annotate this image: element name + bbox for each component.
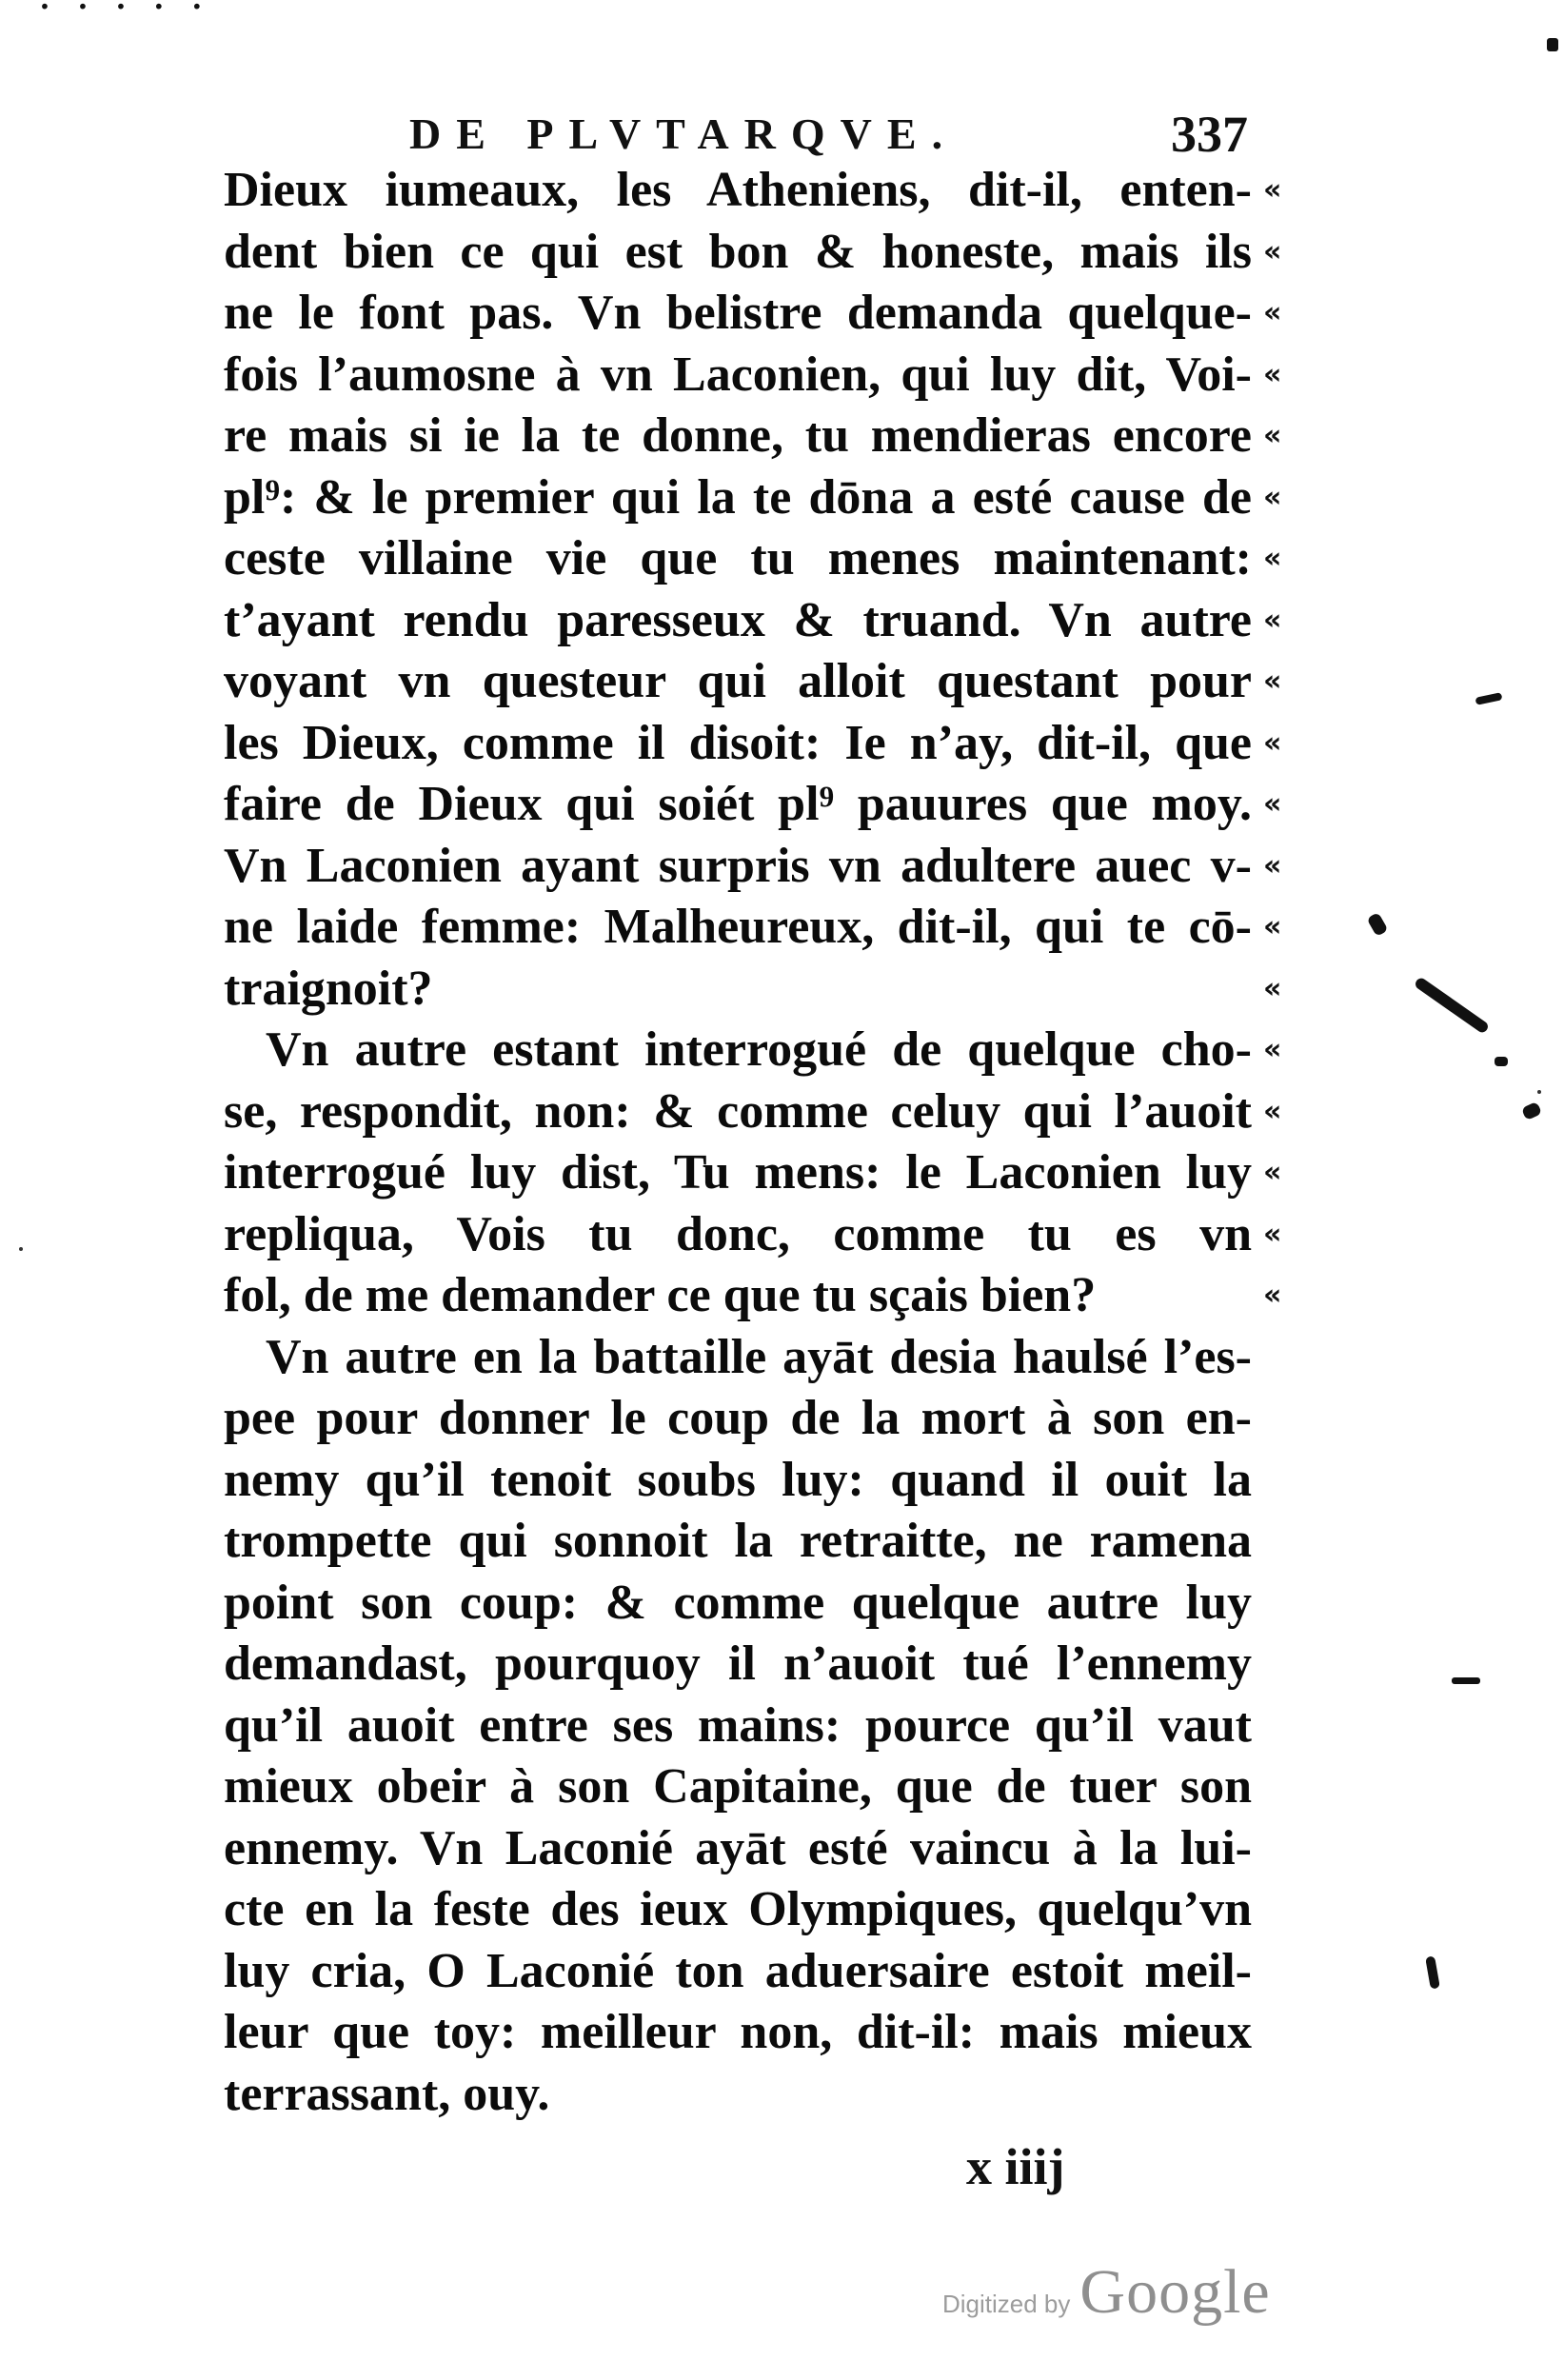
marginal-quote-mark: « xyxy=(1263,1156,1282,1189)
ink-mark xyxy=(1414,976,1491,1034)
marginal-quote-mark xyxy=(1263,1511,1301,1572)
text-line xyxy=(224,406,1282,467)
line-text: cte en la feste des ieux Olympiques, quelqu’vn xyxy=(224,1882,1252,1937)
google-logo: Google xyxy=(1079,2257,1271,2327)
text-line xyxy=(224,590,1282,652)
marginal-quote-mark: « xyxy=(1263,910,1282,943)
text-line xyxy=(224,2064,1271,2126)
marginal-quote-mark xyxy=(1263,1573,1301,1634)
ink-mark xyxy=(1366,912,1388,937)
text-line xyxy=(224,345,1282,407)
text-line xyxy=(224,528,1282,590)
line-text: repliqua, Vois tu donc, comme tu es vn xyxy=(224,1206,1252,1261)
line-text: Vn autre en la battaille ayāt desia haulsé l’es- xyxy=(266,1329,1252,1384)
ink-speck xyxy=(19,1247,23,1251)
running-head xyxy=(343,105,1276,162)
text-line xyxy=(224,1388,1271,1450)
line-text: trompette qui sonnoit la retraitte, ne ramena xyxy=(224,1514,1252,1569)
marginal-quote-mark: « xyxy=(1263,234,1282,268)
text-line xyxy=(224,1634,1271,1696)
line-text: terrassant, ouy. xyxy=(224,2066,550,2121)
line-text: point son coup: & comme quelque autre luy xyxy=(224,1575,1252,1630)
signature-mark: x iiij xyxy=(966,2138,1065,2195)
text-line xyxy=(224,1142,1282,1204)
marginal-quote-mark: « xyxy=(1263,1094,1282,1128)
marginal-quote-mark: « xyxy=(1263,1217,1282,1251)
text-line xyxy=(224,2002,1271,2064)
marginal-quote-mark: « xyxy=(1263,296,1282,329)
marginal-quote-mark: « xyxy=(1263,971,1282,1005)
marginal-quote-mark xyxy=(1263,1327,1301,1388)
page-number: 337 xyxy=(1171,106,1248,163)
text-line xyxy=(224,1020,1282,1081)
line-text: nemy qu’il tenoit soubs luy: quand il ouit la xyxy=(224,1452,1252,1507)
text-line xyxy=(224,283,1282,345)
running-title: DE PLVTARQVE. xyxy=(409,109,959,158)
marginal-quote-mark: « xyxy=(1263,1279,1282,1312)
line-text: mieux obeir à son Capitaine, que de tuer son xyxy=(224,1759,1252,1815)
marginal-quote-mark: « xyxy=(1263,787,1282,821)
line-text: Vn Laconien ayant surpris vn adultere auec v- xyxy=(224,838,1252,893)
text-line xyxy=(224,222,1282,284)
marginal-quote-mark xyxy=(1263,1756,1301,1817)
line-text: ceste villaine vie que tu menes maintenant: xyxy=(224,531,1252,586)
text-line xyxy=(224,1573,1271,1635)
line-text: qu’il auoit entre ses mains: pource qu’il vaut xyxy=(224,1697,1252,1753)
text-line xyxy=(224,1756,1271,1818)
line-text: Vn autre estant interrogué de quelque cho- xyxy=(266,1022,1252,1078)
ink-mark xyxy=(1521,1101,1542,1121)
text-line xyxy=(224,959,1282,1021)
marginal-quote-mark xyxy=(1263,1818,1301,1879)
text-line xyxy=(224,897,1282,959)
ink-mark xyxy=(1452,1677,1480,1684)
previous-page-fragment xyxy=(38,0,1085,13)
marginal-quote-mark xyxy=(1263,2064,1301,2125)
line-text: dent bien ce qui est bon & honeste, mais ils xyxy=(224,224,1252,279)
marginal-quote-mark: « xyxy=(1263,725,1282,760)
digitization-watermark xyxy=(942,2256,1271,2329)
line-text: pl⁹: & le premier qui la te dōna a esté cause de xyxy=(224,469,1252,525)
text-line xyxy=(224,1879,1271,1941)
ink-speck xyxy=(1537,1090,1541,1094)
watermark-prefix: Digitized by xyxy=(942,2290,1071,2318)
marginal-quote-mark xyxy=(1263,1634,1301,1695)
marginal-quote-mark: « xyxy=(1263,542,1282,575)
marginal-quote-mark: « xyxy=(1263,480,1282,514)
line-text: pee pour donner le coup de la mort à son en- xyxy=(224,1391,1252,1446)
line-text: re mais si ie la te donne, tu mendieras encore xyxy=(224,408,1252,464)
line-text: fois l’aumosne à vn Laconien, qui luy dit, Voi- xyxy=(224,347,1252,402)
marginal-quote-mark: « xyxy=(1263,357,1282,391)
line-text: faire de Dieux qui soiét pl⁹ pauures que moy. xyxy=(224,777,1252,832)
line-text: voyant vn questeur qui alloit questant pour xyxy=(224,654,1252,709)
body-text xyxy=(224,160,1282,2125)
marginal-quote-mark: « xyxy=(1263,173,1282,207)
line-text: fol, de me demander ce que tu sçais bien? xyxy=(224,1268,1097,1323)
text-line xyxy=(224,1818,1271,1880)
line-text: ne le font pas. Vn belistre demanda quelque- xyxy=(224,286,1252,341)
text-line xyxy=(224,1450,1271,1512)
marginal-quote-mark: « xyxy=(1263,664,1282,698)
line-text: demandast, pourquoy il n’auoit tué l’ennemy xyxy=(224,1636,1252,1692)
text-line xyxy=(224,467,1282,529)
ink-mark xyxy=(1425,1955,1440,1989)
text-line xyxy=(224,713,1282,775)
line-text: luy cria, O Laconié ton aduersaire estoit meil- xyxy=(224,1943,1252,1998)
line-text: interrogué luy dist, Tu mens: le Laconien luy xyxy=(224,1145,1252,1200)
ink-mark xyxy=(1475,692,1502,705)
marginal-quote-mark xyxy=(1263,1879,1301,1940)
marginal-quote-mark xyxy=(1263,2002,1301,2063)
marginal-quote-mark xyxy=(1263,1450,1301,1511)
text-line xyxy=(224,651,1282,713)
text-line xyxy=(224,1204,1282,1266)
ink-mark xyxy=(1495,1057,1508,1066)
text-line xyxy=(224,1081,1282,1143)
line-text: leur que toy: meilleur non, dit-il: mais mieux xyxy=(224,2005,1252,2060)
text-line xyxy=(224,1941,1271,2003)
text-line xyxy=(224,160,1282,222)
marginal-quote-mark xyxy=(1263,1941,1301,2002)
marginal-quote-mark: « xyxy=(1263,603,1282,637)
text-line xyxy=(224,1696,1271,1757)
line-text: se, respondit, non: & comme celuy qui l’auoit xyxy=(224,1083,1252,1139)
text-line xyxy=(224,836,1282,898)
ink-mark xyxy=(1547,38,1558,51)
marginal-quote-mark xyxy=(1263,1388,1301,1449)
text-line xyxy=(224,1511,1271,1573)
text-line xyxy=(224,1327,1271,1389)
text-line xyxy=(224,1265,1282,1327)
marginal-quote-mark: « xyxy=(1263,419,1282,452)
marginal-quote-mark: « xyxy=(1263,848,1282,883)
marginal-quote-mark xyxy=(1263,1696,1301,1756)
line-text: les Dieux, comme il disoit: Ie n’ay, dit-il, que xyxy=(224,715,1252,770)
text-line xyxy=(224,774,1282,836)
line-text: ennemy. Vn Laconié ayāt esté vaincu à la lui- xyxy=(224,1820,1252,1875)
marginal-quote-mark: « xyxy=(1263,1033,1282,1066)
line-text: t’ayant rendu paresseux & truand. Vn autre xyxy=(224,592,1252,647)
line-text: Dieux iumeaux, les Atheniens, dit-il, enten- xyxy=(224,163,1252,218)
line-text: ne laide femme: Malheureux, dit-il, qui te cō- xyxy=(224,900,1252,955)
line-text: traignoit? xyxy=(224,961,433,1016)
